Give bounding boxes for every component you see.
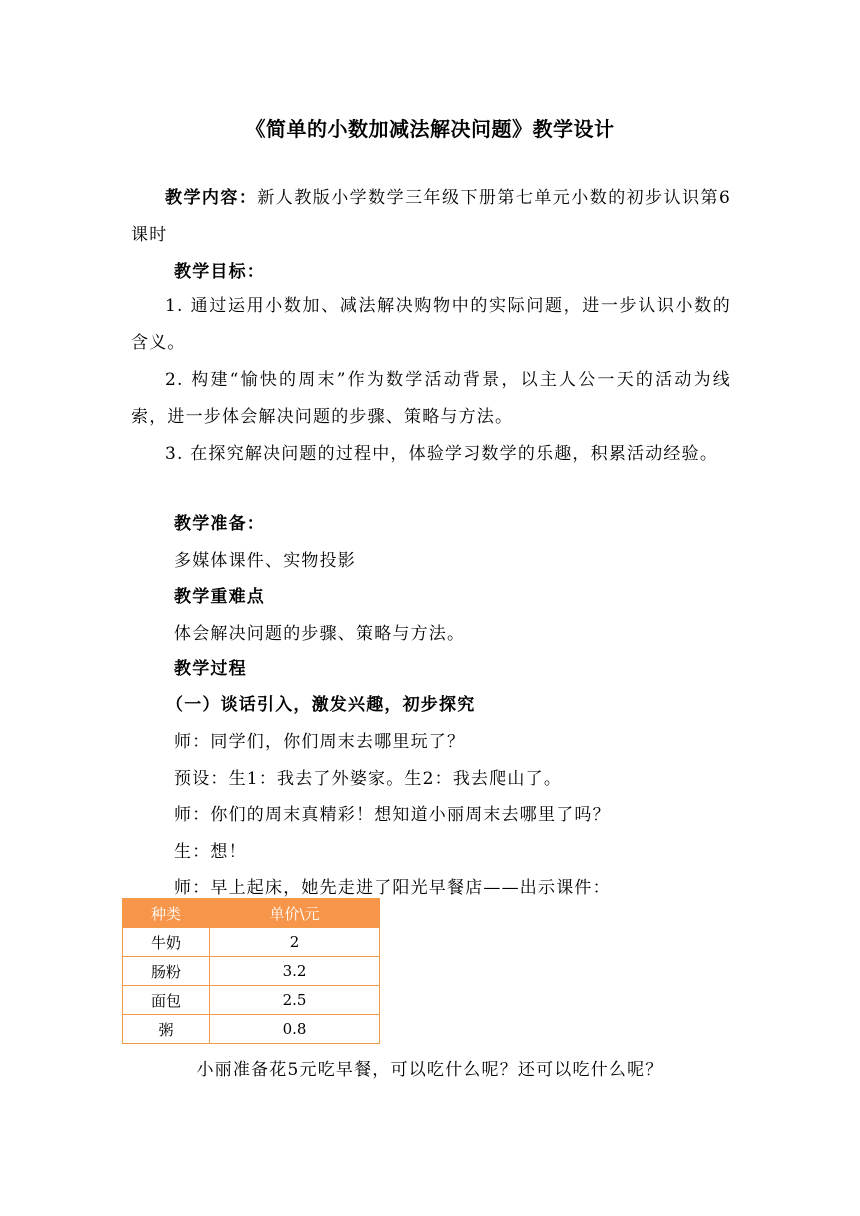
item-name-cell: 面包 — [123, 986, 210, 1015]
section-heading-1: （一）谈话引入，激发兴趣，初步探究 — [166, 695, 476, 715]
item-price-cell: 0.8 — [210, 1015, 380, 1044]
objective-item-2: 2. 构建“愉快的周末”作为数学活动背景，以主人公一天的活动为线索，进一步体会解决问题的步骤、策略与方法。 — [131, 370, 731, 427]
item-price-cell: 3.2 — [210, 957, 380, 986]
table-row — [123, 928, 380, 957]
content-label: 教学内容： — [165, 188, 258, 208]
document-title: 《简单的小数加减法解决问题》教学设计 — [245, 117, 615, 141]
dialogue-line: 师：早上起床，她先走进了阳光早餐店——出示课件： — [174, 878, 611, 898]
table-row — [123, 957, 380, 986]
breakfast-question: 小丽准备花5元吃早餐，可以吃什么呢？还可以吃什么呢？ — [196, 1060, 664, 1080]
dialogue-line: 师：同学们，你们周末去哪里玩了？ — [174, 732, 466, 752]
table-header-row — [123, 899, 380, 928]
table-row — [123, 1015, 380, 1044]
key-points-text: 体会解决问题的步骤、策略与方法。 — [174, 624, 466, 644]
content-paragraph — [131, 180, 731, 254]
item-price-cell: 2.5 — [210, 986, 380, 1015]
header-cell-price: 单价\元 — [210, 899, 380, 928]
content-text: 新人教版小学数学三年级下册第七单元小数的初步认识第6课时 — [131, 188, 732, 245]
objective-item-1: 1. 通过运用小数加、减法解决购物中的实际问题，进一步认识小数的含义。 — [131, 296, 731, 353]
dialogue-line: 师：你们的周末真精彩！想知道小丽周末去哪里了吗？ — [174, 805, 611, 825]
table-row — [123, 986, 380, 1015]
item-name-cell: 牛奶 — [123, 928, 210, 957]
item-price-cell: 2 — [210, 928, 380, 957]
item-name-cell: 肠粉 — [123, 957, 210, 986]
preparation-text: 多媒体课件、实物投影 — [174, 551, 356, 571]
price-table — [122, 898, 380, 1044]
process-heading: 教学过程 — [174, 659, 247, 679]
key-points-heading: 教学重难点 — [174, 587, 265, 607]
objective-item-3: 3. 在探究解决问题的过程中，体验学习数学的乐趣，积累活动经验。 — [165, 444, 719, 464]
item-name-cell: 粥 — [123, 1015, 210, 1044]
dialogue-line: 生：想！ — [174, 842, 247, 862]
dialogue-line: 预设：生1：我去了外婆家。生2：我去爬山了。 — [174, 769, 563, 789]
header-cell-type: 种类 — [123, 899, 210, 928]
preparation-heading: 教学准备： — [174, 514, 265, 534]
objectives-heading: 教学目标： — [174, 262, 265, 282]
